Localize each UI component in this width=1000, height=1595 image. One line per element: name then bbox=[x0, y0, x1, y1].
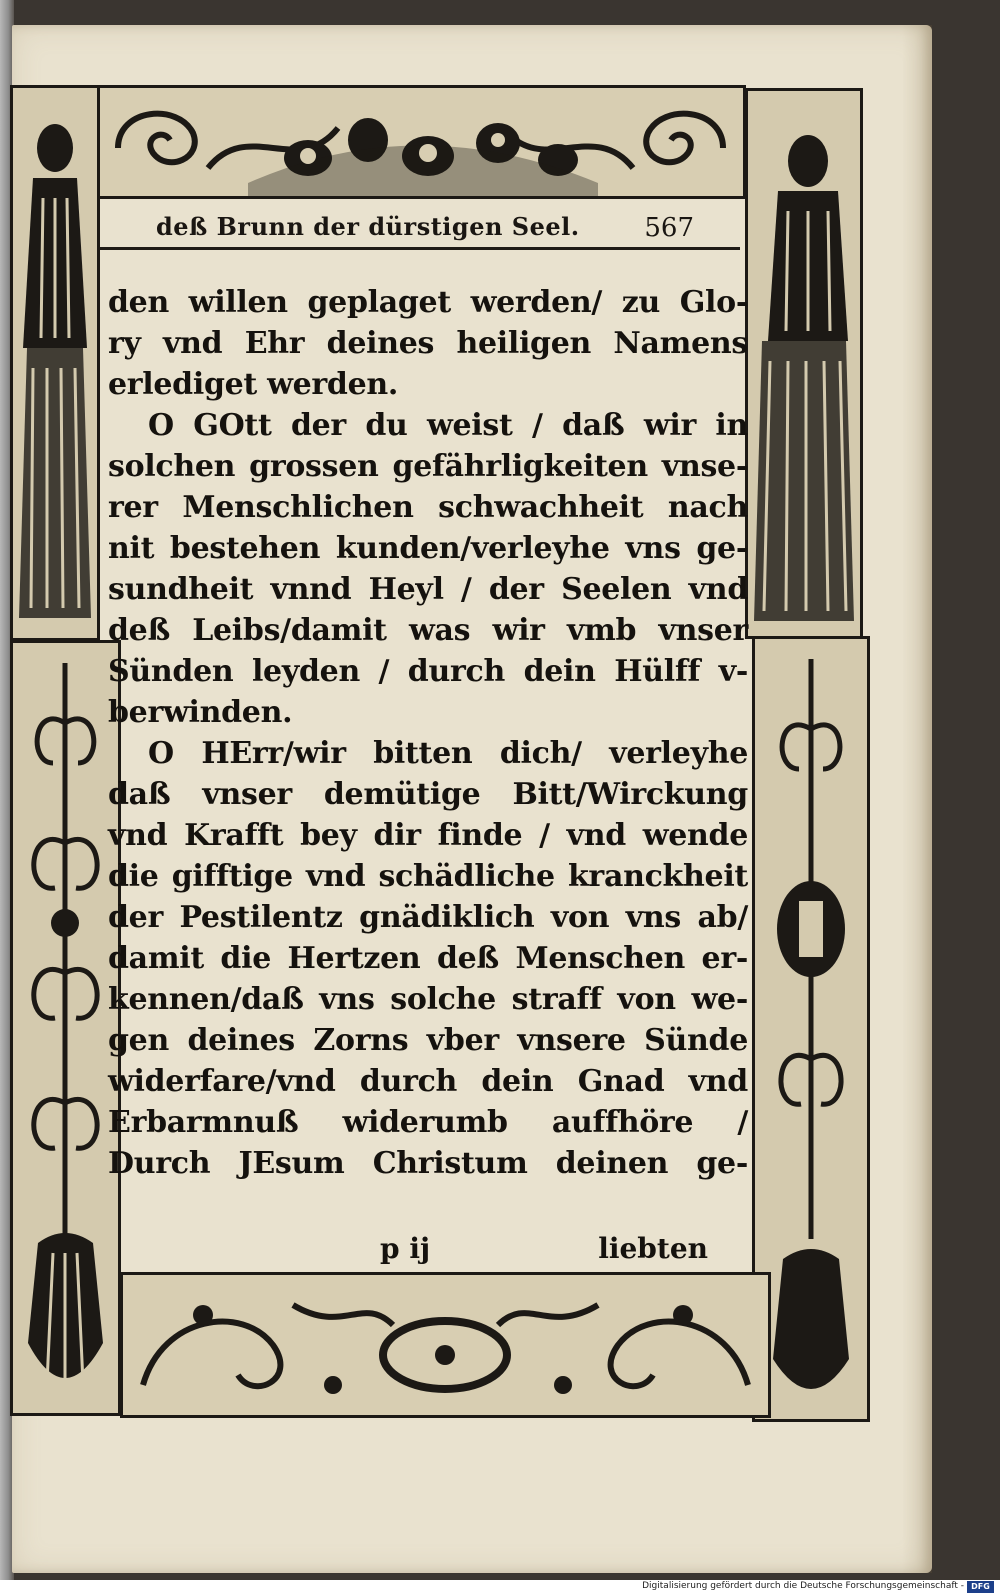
catchword: liebten bbox=[598, 1232, 708, 1265]
page-edge-shadow bbox=[902, 25, 932, 1573]
text-line: Erbarmnuß widerumb auffhöre / bbox=[108, 1105, 748, 1140]
dfg-logo: DFG bbox=[967, 1581, 994, 1593]
woodcut-border-left-figure bbox=[10, 85, 100, 641]
text-line: die gifftige vnd schädliche kranckheit bbox=[108, 859, 748, 894]
running-title: deß Brunn der dürstigen Seel. bbox=[156, 212, 580, 241]
signature-mark: p ij bbox=[380, 1232, 431, 1265]
ornament-foliage-vase-image bbox=[13, 643, 118, 1413]
ornament-fruit-scrolls-image bbox=[98, 88, 743, 196]
text-line: der Pestilentz gnädiklich von vns ab/ bbox=[108, 900, 748, 935]
text-line: kennen/daß vns solche straff von we- bbox=[108, 982, 748, 1017]
ornament-foliage-vase-image bbox=[755, 639, 867, 1419]
text-line: den willen geplaget werden/ zu Glo- bbox=[108, 285, 748, 320]
text-line: nit bestehen kunden/verleyhe vns ge- bbox=[108, 531, 748, 566]
page-number: 567 bbox=[644, 213, 694, 243]
text-line: gen deines Zorns vber vnsere Sünde bbox=[108, 1023, 748, 1058]
paragraph-start-line: O GOtt der du weist / daß wir in bbox=[148, 408, 748, 443]
page-header bbox=[100, 205, 740, 250]
paragraph-start-line: O HErr/wir bitten dich/ verleyhe bbox=[148, 736, 748, 771]
text-line: berwinden. bbox=[108, 695, 293, 730]
text-line: Sünden leyden / durch dein Hülff v- bbox=[108, 654, 748, 689]
text-line: rer Menschlichen schwachheit nach bbox=[108, 490, 748, 525]
ornament-figure-image bbox=[748, 91, 860, 636]
woodcut-border-top bbox=[95, 85, 746, 199]
text-line: ry vnd Ehr deines heiligen Namens bbox=[108, 326, 748, 361]
woodcut-border-left-foliage bbox=[10, 640, 121, 1416]
body-text bbox=[108, 282, 748, 1184]
attribution-text: Digitalisierung gefördert durch die Deutsche Forschungsgemeinschaft - bbox=[642, 1581, 964, 1591]
woodcut-border-right-figure bbox=[745, 88, 863, 639]
text-line: solchen grossen gefährligkeiten vnse- bbox=[108, 449, 748, 484]
text-line: Durch JEsum Christum deinen ge- bbox=[108, 1146, 748, 1181]
ornament-figure-image bbox=[13, 88, 97, 638]
ornament-scroll-medallion-image bbox=[123, 1275, 768, 1415]
text-line: sundheit vnnd Heyl / der Seelen vnd bbox=[108, 572, 748, 607]
text-line: erlediget werden. bbox=[108, 367, 399, 402]
page-footer bbox=[108, 1232, 748, 1272]
text-line: vnd Krafft bey dir finde / vnd wende bbox=[108, 818, 748, 853]
woodcut-border-bottom bbox=[120, 1272, 771, 1418]
text-line: daß vnser demütige Bitt/Wirckung bbox=[108, 777, 748, 812]
text-line: widerfare/vnd durch dein Gnad vnd bbox=[108, 1064, 748, 1099]
text-line: damit die Hertzen deß Menschen er- bbox=[108, 941, 748, 976]
text-line: deß Leibs/damit was wir vmb vnser bbox=[108, 613, 748, 648]
